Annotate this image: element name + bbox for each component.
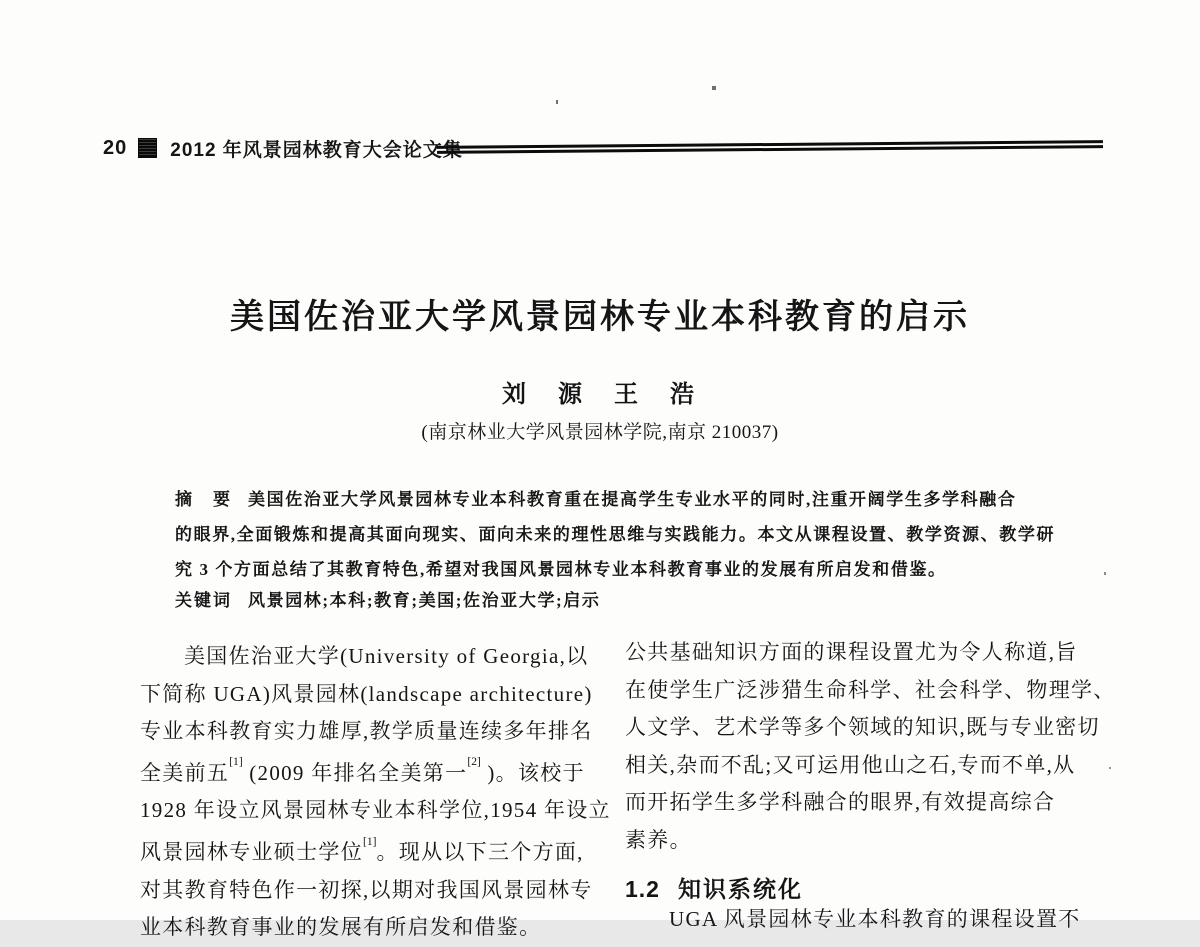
scan-speck (712, 86, 716, 90)
page-number: 20 (103, 136, 128, 159)
body-column-left (140, 638, 618, 947)
body-column-right (625, 634, 1116, 908)
keywords-text: 风景园林;本科;教育;美国;佐治亚大学;启示 (248, 591, 601, 610)
body-line: 公共基础知识方面的课程设置尤为令人称道,旨 (625, 640, 1078, 664)
body-line: 业本科教育事业的发展有所启发和借鉴。 (140, 915, 542, 940)
body-line: 在使学生广泛涉猎生命科学、社会科学、物理学、 (625, 677, 1116, 702)
abstract-line (175, 482, 1065, 517)
proceedings-title: 2012 年风景园林教育大会论文集 (170, 139, 463, 161)
running-head (103, 136, 463, 160)
abstract-line: 的眼界,全面锻炼和提高其面向现实、面向未来的理性思维与实践能力。本文从课程设置、教学资源、教学研 (175, 525, 1056, 544)
body-line: 全美前五[1] (2009 年排名全美第一[2] )。该校于 (140, 756, 585, 785)
scan-speck (1104, 572, 1106, 575)
scan-speck (1109, 767, 1111, 769)
ornament-stamp-icon (139, 139, 156, 157)
abstract-line: 究 3 个方面总结了其教育特色,希望对我国风景园林专业本科教育事业的发展有所启发和借鉴。 (175, 560, 947, 579)
abstract-block (175, 482, 1065, 587)
section-number: 1.2 (625, 875, 660, 902)
scan-speck (556, 100, 558, 104)
abstract-label: 摘 要 (175, 490, 232, 509)
body-line: 下简称 UGA)风景园林(landscape architecture) (140, 681, 593, 706)
article-authors: 刘 源 王 浩 (502, 382, 698, 408)
body-line: 而开拓学生多学科融合的眼界,有效提高综合 (625, 790, 1056, 815)
header-double-rule (437, 140, 1103, 154)
keywords-label: 关键词 (175, 591, 232, 610)
clipped-body-line: UGA 风景园林专业本科教育的课程设置不 (669, 907, 1081, 931)
article-affiliation: (南京林业大学风景园林学院,南京 210037) (421, 422, 779, 443)
body-line: 素养。 (625, 827, 692, 852)
article-title: 美国佐治亚大学风景园林专业本科教育的启示 (230, 298, 970, 336)
abstract-text: 美国佐治亚大学风景园林专业本科教育重在提高学生专业水平的同时,注重开阔学生多学科融合 (248, 490, 1017, 509)
body-line: 美国佐治亚大学(University of Georgia,以 (184, 644, 589, 668)
body-line: 对其教育特色作一初探,以期对我国风景园林专 (140, 877, 593, 902)
keywords-row (175, 586, 1065, 611)
body-line: 风景园林专业硕士学位[1]。现从以下三个方面, (140, 835, 584, 864)
body-line: 人文学、艺术学等多个领域的知识,既与专业密切 (625, 715, 1100, 740)
section-title: 知识系统化 (677, 875, 803, 902)
body-line: 相关,杂而不乱;又可运用他山之石,专而不单,从 (625, 752, 1076, 777)
body-line: 1928 年设立风景园林专业本科学位,1954 年设立 (140, 798, 611, 823)
body-line: 专业本科教育实力雄厚,教学质量连续多年排名 (140, 719, 593, 744)
